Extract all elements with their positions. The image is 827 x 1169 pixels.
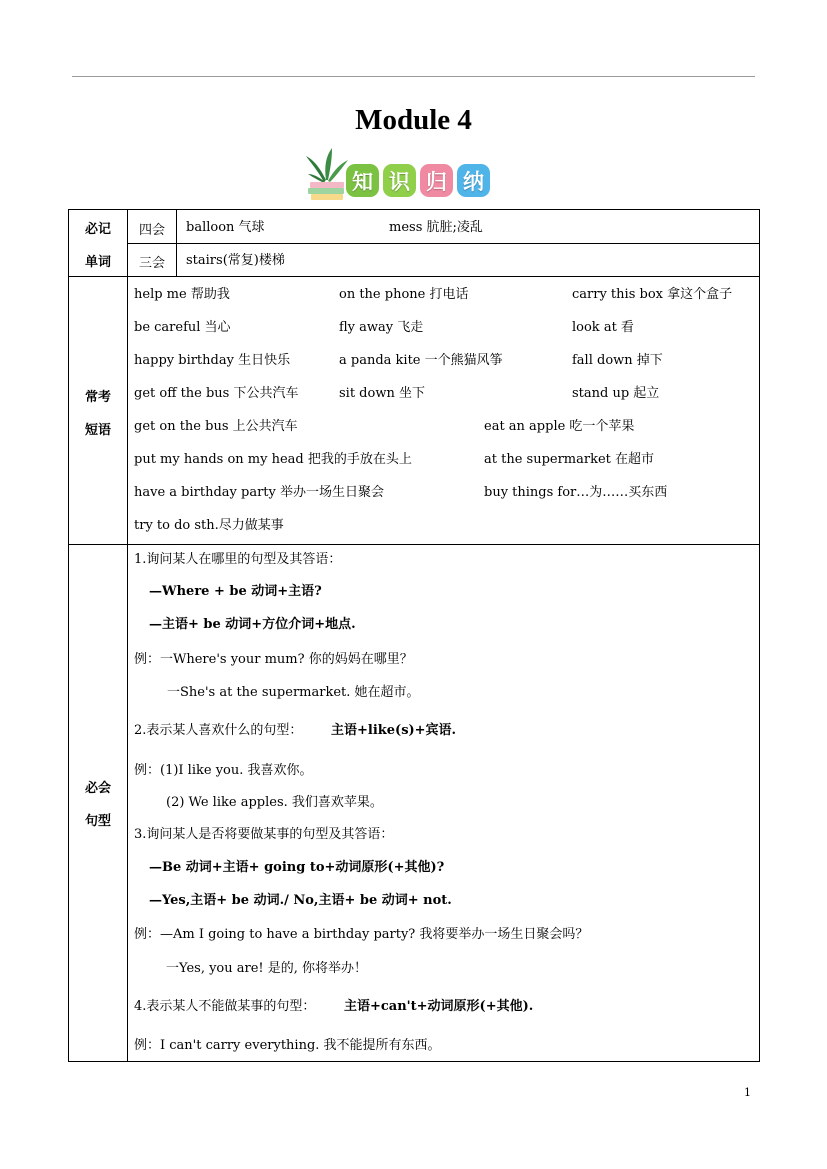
phrase-item: help me 帮助我 [134,287,230,302]
banner-char-2: 识 [383,164,416,197]
row-divider [69,276,759,277]
sentence-example: 一She's at the supermarket. 她在超市。 [167,685,420,700]
vocab-word: mess 肮脏;凌乱 [389,220,483,235]
phrase-item: be careful 当心 [134,320,231,335]
vocab-category-label-1: 必记 [84,222,111,237]
sentence-pattern: —Be 动词+主语+ going to+动词原形(+其他)? [149,860,445,875]
phrase-item: get on the bus 上公共汽车 [134,419,298,434]
sentence-pattern: —主语+ be 动词+方位介词+地点. [149,617,356,632]
page-number: 1 [744,1086,751,1099]
plant-books-icon [302,146,350,202]
phrases-category-label-1: 常考 [84,390,111,405]
phrase-item: try to do sth.尽力做某事 [134,518,284,533]
phrase-item: at the supermarket 在超市 [484,452,655,467]
sentence-pattern: —Where + be 动词+主语? [149,584,322,599]
phrase-item: stand up 起立 [572,386,660,401]
sentence-example: 例：(1)I like you. 我喜欢你。 [134,763,313,778]
phrase-item: fly away 飞走 [339,320,424,335]
phrase-item: buy things for…为……买东西 [484,485,668,500]
sentence-pattern: —Yes,主语+ be 动词./ No,主语+ be 动词+ not. [149,893,452,908]
sentences-category-label-1: 必会 [84,781,111,796]
header-rule [72,76,755,77]
sentence-pattern: 主语+can't+动词原形(+其他). [344,999,534,1014]
phrase-item: carry this box 拿这个盒子 [572,287,733,302]
phrase-item: fall down 掉下 [572,353,663,368]
sentence-example: 一Yes, you are! 是的, 你将举办！ [166,961,368,976]
sentence-heading: 2.表示某人喜欢什么的句型： [134,723,303,738]
sentence-heading: 4.表示某人不能做某事的句型： [134,999,316,1014]
vocab-level-three-skills: 三会 [138,256,165,271]
phrase-item: on the phone 打电话 [339,287,469,302]
sentences-category-label-2: 句型 [84,814,111,829]
knowledge-summary-banner [302,146,502,202]
row-divider [127,243,759,244]
phrase-item: get off the bus 下公共汽车 [134,386,299,401]
phrase-item: have a birthday party 举办一场生日聚会 [134,485,385,500]
vocab-category-label-2: 单词 [84,255,111,270]
sentence-example: 例：—Am I going to have a birthday party? 我将要举办一场生日聚会吗？ [134,927,589,942]
row-divider [69,544,759,545]
phrases-category-label-2: 短语 [84,423,111,438]
phrase-item: look at 看 [572,320,634,335]
banner-char-1: 知 [346,164,379,197]
sentence-heading: 3.询问某人是否将要做某事的句型及其答语： [134,827,394,842]
banner-char-3: 归 [420,164,453,197]
phrase-item: a panda kite 一个熊猫风筝 [339,353,503,368]
vocab-word: stairs(常复)楼梯 [186,253,285,268]
sentence-example: (2) We like apples. 我们喜欢苹果。 [166,795,383,810]
sentence-pattern: 主语+like(s)+宾语. [331,723,457,738]
sentence-example: 例：一Where's your mum? 你的妈妈在哪里？ [134,652,413,667]
phrase-item: sit down 坐下 [339,386,425,401]
vocab-word: balloon 气球 [186,220,265,235]
column-divider [127,210,128,1061]
sentence-example: 例：I can't carry everything. 我不能提所有东西。 [134,1038,441,1053]
phrase-item: happy birthday 生日快乐 [134,353,291,368]
phrase-item: eat an apple 吃一个苹果 [484,419,635,434]
vocab-level-four-skills: 四会 [138,223,165,238]
page-title: Module 4 [355,104,472,136]
banner-char-4: 纳 [457,164,490,197]
sentence-heading: 1.询问某人在哪里的句型及其答语： [134,552,342,567]
phrase-item: put my hands on my head 把我的手放在头上 [134,452,412,467]
summary-table [68,209,760,1062]
